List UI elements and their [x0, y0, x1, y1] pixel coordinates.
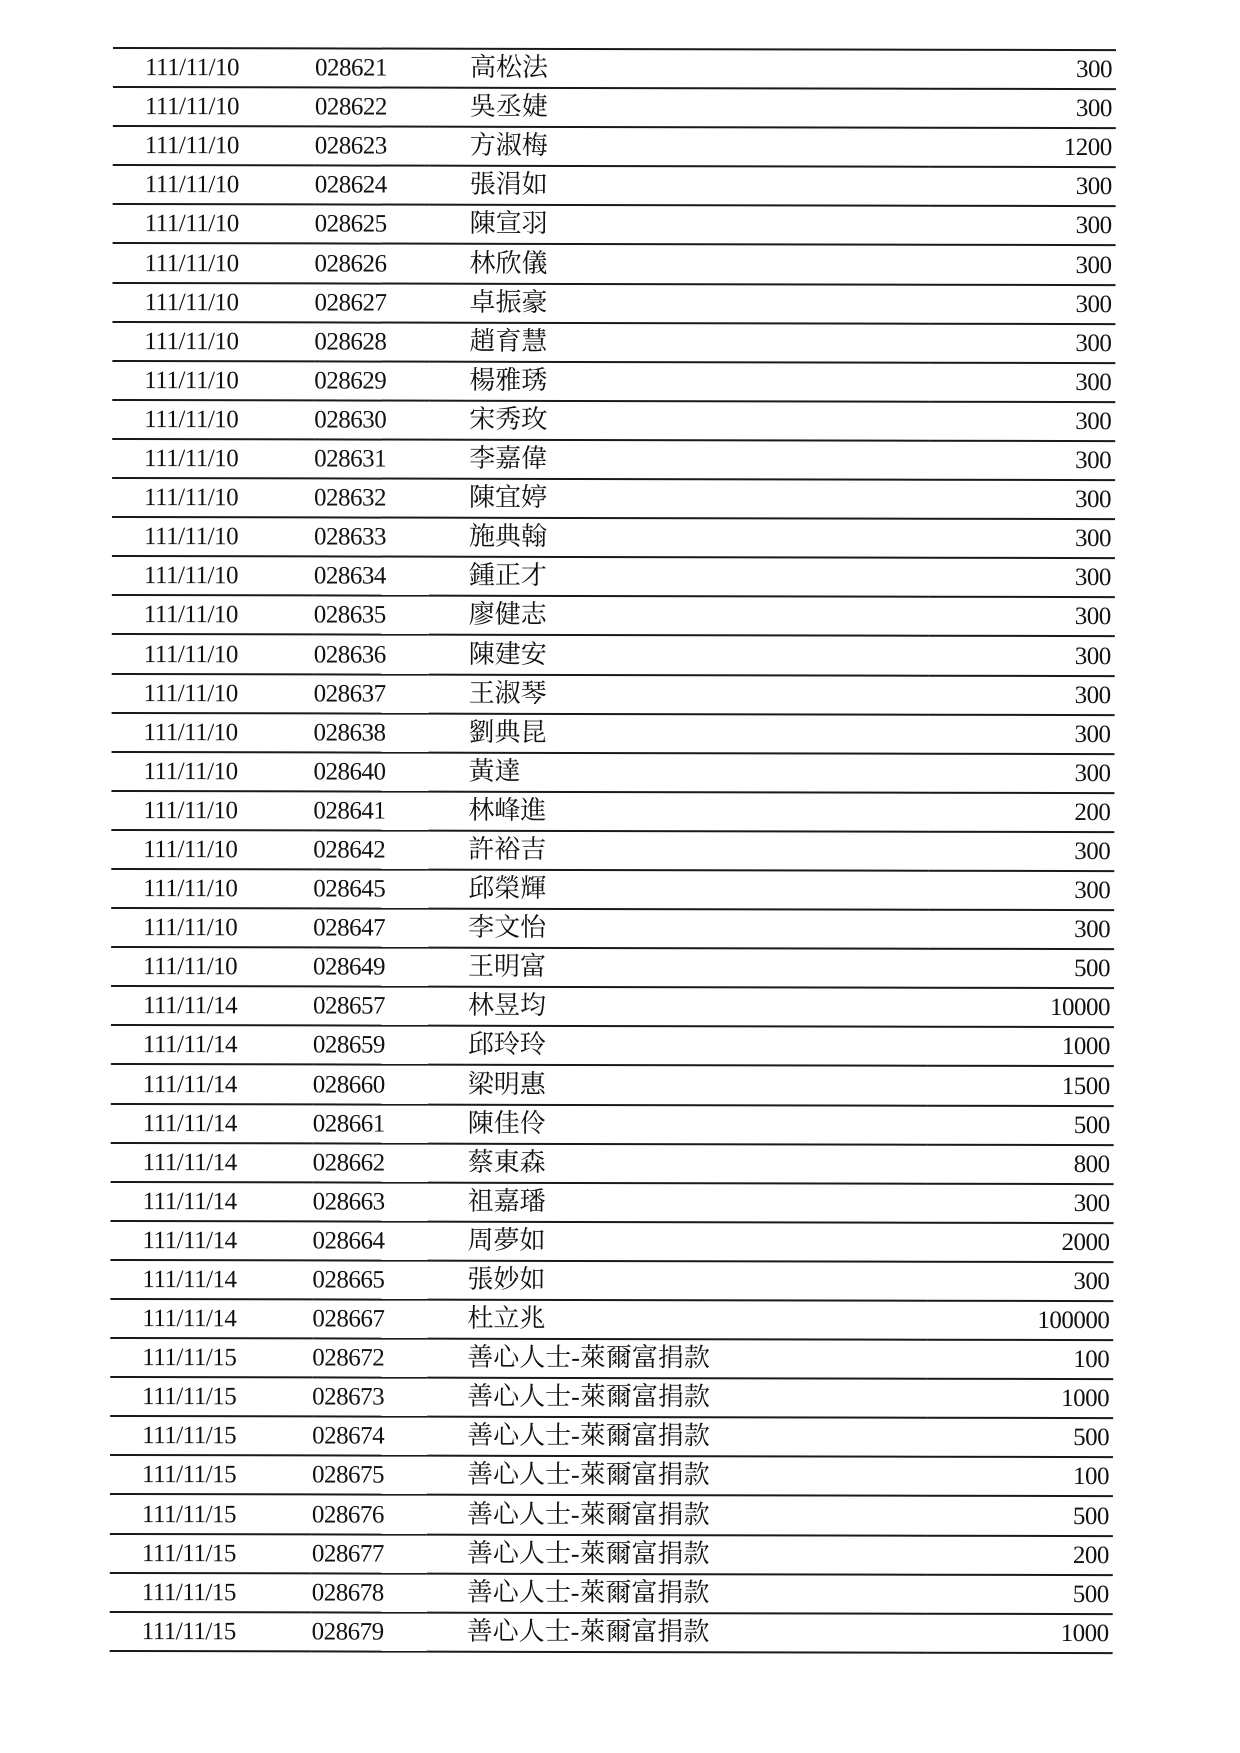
record-date: 111/11/10	[112, 556, 314, 596]
record-date: 111/11/14	[111, 1143, 313, 1183]
ledger-row	[112, 517, 1115, 558]
receipt-number: 028640	[313, 752, 428, 791]
donor-name: 林昱均	[428, 987, 928, 1027]
record-date: 111/11/14	[111, 986, 313, 1026]
record-date: 111/11/10	[112, 595, 314, 635]
ledger-row	[112, 283, 1115, 324]
receipt-number: 028629	[314, 361, 429, 400]
receipt-number: 028664	[312, 1221, 427, 1260]
donor-name: 陳宣羽	[430, 205, 930, 245]
record-date: 111/11/10	[112, 517, 314, 557]
receipt-number: 028628	[314, 322, 429, 361]
donor-name: 祖嘉璠	[428, 1182, 928, 1222]
record-date: 111/11/14	[111, 1025, 313, 1065]
record-date: 111/11/15	[110, 1494, 312, 1534]
receipt-number: 028660	[313, 1065, 428, 1104]
receipt-number: 028675	[312, 1456, 427, 1495]
donation-amount: 500	[928, 1105, 1114, 1144]
receipt-number: 028649	[313, 948, 428, 987]
record-date: 111/11/14	[110, 1221, 312, 1261]
donor-name: 楊雅琇	[429, 361, 929, 401]
receipt-number: 028641	[313, 791, 428, 830]
record-date: 111/11/14	[111, 1064, 313, 1104]
ledger-row	[110, 1260, 1113, 1301]
receipt-number: 028627	[314, 283, 429, 322]
record-date: 111/11/10	[111, 752, 313, 792]
donation-amount: 300	[928, 753, 1114, 792]
ledger-row	[111, 1064, 1114, 1105]
donation-amount: 2000	[927, 1223, 1113, 1262]
donation-amount: 300	[929, 402, 1115, 441]
receipt-number: 028623	[315, 127, 430, 166]
donation-amount: 300	[928, 1183, 1114, 1222]
donor-name: 方淑梅	[430, 127, 930, 167]
record-date: 111/11/15	[110, 1416, 312, 1456]
donation-amount: 100000	[927, 1301, 1113, 1340]
receipt-number: 028645	[313, 869, 428, 908]
record-date: 111/11/15	[110, 1573, 312, 1613]
donor-name: 吳丞婕	[430, 88, 930, 128]
donor-name: 鍾正才	[429, 557, 929, 597]
record-date: 111/11/14	[110, 1299, 312, 1339]
donor-name: 邱榮輝	[428, 870, 928, 910]
donation-amount: 300	[929, 323, 1115, 362]
receipt-number: 028679	[312, 1612, 427, 1651]
donation-amount: 800	[928, 1144, 1114, 1183]
record-date: 111/11/15	[110, 1377, 312, 1417]
ledger-row	[110, 1299, 1113, 1340]
receipt-number: 028638	[314, 713, 429, 752]
ledger-row	[110, 1377, 1113, 1418]
ledger-row	[111, 908, 1114, 949]
receipt-number: 028665	[312, 1260, 427, 1299]
ledger-row	[110, 1612, 1113, 1653]
donor-name: 善心人士-萊爾富捐款	[427, 1534, 927, 1574]
receipt-number: 028637	[314, 674, 429, 713]
donation-amount: 300	[927, 1262, 1113, 1301]
receipt-number: 028647	[313, 908, 428, 947]
donation-amount: 300	[929, 362, 1115, 401]
donor-name: 李嘉偉	[429, 440, 929, 480]
donor-name: 善心人士-萊爾富捐款	[427, 1612, 927, 1652]
record-date: 111/11/15	[110, 1612, 312, 1652]
receipt-number: 028674	[312, 1417, 427, 1456]
record-date: 111/11/10	[111, 869, 313, 909]
record-date: 111/11/10	[111, 947, 313, 987]
donor-name: 王明富	[428, 948, 928, 988]
record-date: 111/11/10	[112, 400, 314, 440]
donation-amount: 300	[929, 636, 1115, 675]
record-date: 111/11/15	[110, 1338, 312, 1378]
record-date: 111/11/15	[110, 1455, 312, 1495]
donation-amount: 300	[928, 871, 1114, 910]
receipt-number: 028659	[313, 1026, 428, 1065]
donation-amount: 300	[928, 910, 1114, 949]
receipt-number: 028677	[312, 1534, 427, 1573]
ledger-row	[113, 87, 1116, 128]
donation-amount: 300	[929, 441, 1115, 480]
ledger-row	[110, 1534, 1113, 1575]
ledger-row	[113, 243, 1116, 284]
ledger-row	[111, 947, 1114, 988]
record-date: 111/11/10	[111, 830, 313, 870]
donor-name: 蔡東森	[428, 1143, 928, 1183]
record-date: 111/11/10	[112, 673, 314, 713]
donor-name: 黃達	[428, 752, 928, 792]
donation-amount: 300	[929, 558, 1115, 597]
ledger-row	[111, 869, 1114, 910]
record-date: 111/11/10	[112, 713, 314, 753]
donation-amount: 1000	[928, 1027, 1114, 1066]
record-date: 111/11/10	[113, 48, 315, 88]
donation-amount: 300	[930, 89, 1116, 128]
donor-name: 劉典昆	[429, 713, 929, 753]
ledger-row	[111, 1025, 1114, 1066]
donor-name: 邱玲玲	[428, 1026, 928, 1066]
donor-name: 善心人士-萊爾富捐款	[427, 1456, 927, 1496]
donation-amount: 300	[930, 167, 1116, 206]
donor-name: 王淑琴	[429, 674, 929, 714]
ledger-body	[110, 48, 1116, 1653]
donor-name: 高松法	[430, 49, 930, 89]
receipt-number: 028632	[314, 478, 429, 517]
record-date: 111/11/10	[113, 243, 315, 283]
receipt-number: 028634	[314, 557, 429, 596]
ledger-row	[110, 1494, 1113, 1535]
receipt-number: 028663	[313, 1182, 428, 1221]
ledger-row	[113, 126, 1116, 167]
ledger-row	[111, 830, 1114, 871]
record-date: 111/11/10	[111, 791, 313, 831]
donation-amount: 100	[927, 1457, 1113, 1496]
receipt-number: 028633	[314, 518, 429, 557]
receipt-number: 028622	[315, 88, 430, 127]
receipt-number: 028636	[314, 635, 429, 674]
donation-amount: 300	[929, 284, 1115, 323]
ledger-row	[110, 1573, 1113, 1614]
receipt-number: 028678	[312, 1573, 427, 1612]
donation-amount: 300	[928, 832, 1114, 871]
donation-amount: 300	[929, 714, 1115, 753]
record-date: 111/11/10	[111, 908, 313, 948]
ledger-row	[113, 48, 1116, 89]
donation-amount: 500	[928, 949, 1114, 988]
receipt-number: 028661	[313, 1104, 428, 1143]
receipt-number: 028631	[314, 439, 429, 478]
donation-amount: 300	[929, 675, 1115, 714]
donor-name: 廖健志	[429, 596, 929, 636]
donor-name: 宋秀玫	[429, 401, 929, 441]
receipt-number: 028642	[313, 830, 428, 869]
ledger-row	[112, 595, 1115, 636]
record-date: 111/11/10	[112, 283, 314, 323]
record-date: 111/11/14	[111, 1182, 313, 1222]
donation-amount: 500	[927, 1418, 1113, 1457]
receipt-number: 028635	[314, 596, 429, 635]
donor-name: 張涓如	[430, 166, 930, 206]
donor-name: 林欣儀	[430, 244, 930, 284]
ledger-row	[112, 322, 1115, 363]
record-date: 111/11/10	[113, 204, 315, 244]
donor-name: 梁明惠	[428, 1065, 928, 1105]
ledger-row	[111, 986, 1114, 1027]
donor-name: 陳佳伶	[428, 1104, 928, 1144]
record-date: 111/11/10	[112, 439, 314, 479]
donation-amount: 300	[930, 206, 1116, 245]
donation-ledger-table	[110, 47, 1116, 1654]
donation-amount: 200	[927, 1535, 1113, 1574]
receipt-number: 028673	[312, 1378, 427, 1417]
ledger-row	[112, 361, 1115, 402]
ledger-row	[112, 400, 1115, 441]
donor-name: 陳宜婷	[429, 479, 929, 519]
ledger-row	[110, 1338, 1113, 1379]
record-date: 111/11/15	[110, 1534, 312, 1574]
ledger-row	[112, 478, 1115, 519]
ledger-row	[111, 1182, 1114, 1223]
donor-name: 杜立兆	[427, 1300, 927, 1340]
donation-amount: 1200	[930, 128, 1116, 167]
ledger-row	[110, 1221, 1113, 1262]
ledger-row	[110, 1416, 1113, 1457]
ledger-row	[112, 439, 1115, 480]
receipt-number: 028626	[315, 244, 430, 283]
record-date: 111/11/14	[110, 1260, 312, 1300]
donor-name: 許裕吉	[428, 831, 928, 871]
record-date: 111/11/10	[112, 322, 314, 362]
donor-name: 張妙如	[427, 1261, 927, 1301]
donor-name: 善心人士-萊爾富捐款	[427, 1378, 927, 1418]
donation-amount: 1000	[927, 1613, 1113, 1652]
donor-name: 林峰進	[428, 791, 928, 831]
donation-amount: 500	[927, 1574, 1113, 1613]
donation-amount: 200	[928, 792, 1114, 831]
record-date: 111/11/14	[111, 1104, 313, 1144]
donor-name: 周夢如	[427, 1221, 927, 1261]
donor-name: 善心人士-萊爾富捐款	[427, 1417, 927, 1457]
donor-name: 善心人士-萊爾富捐款	[427, 1339, 927, 1379]
donation-amount: 300	[929, 519, 1115, 558]
donation-amount: 1000	[927, 1379, 1113, 1418]
donor-name: 李文怡	[428, 909, 928, 949]
donor-name: 善心人士-萊爾富捐款	[427, 1495, 927, 1535]
ledger-row	[112, 713, 1115, 754]
receipt-number: 028662	[313, 1143, 428, 1182]
donation-amount: 10000	[928, 988, 1114, 1027]
ledger-row	[111, 1143, 1114, 1184]
receipt-number: 028657	[313, 987, 428, 1026]
receipt-number: 028621	[315, 48, 430, 87]
donor-name: 陳建安	[429, 635, 929, 675]
receipt-number: 028672	[312, 1339, 427, 1378]
donor-name: 趙育慧	[429, 322, 929, 362]
record-date: 111/11/10	[113, 87, 315, 127]
record-date: 111/11/10	[113, 165, 315, 205]
receipt-number: 028624	[315, 166, 430, 205]
record-date: 111/11/10	[112, 478, 314, 518]
donation-amount: 100	[927, 1340, 1113, 1379]
record-date: 111/11/10	[112, 361, 314, 401]
ledger-row	[111, 752, 1114, 793]
donor-name: 善心人士-萊爾富捐款	[427, 1573, 927, 1613]
ledger-row	[112, 673, 1115, 714]
receipt-number: 028630	[314, 400, 429, 439]
ledger-row	[112, 556, 1115, 597]
donation-amount: 300	[930, 50, 1116, 89]
ledger-row	[111, 1104, 1114, 1145]
donation-amount: 300	[930, 245, 1116, 284]
receipt-number: 028667	[312, 1299, 427, 1338]
record-date: 111/11/10	[112, 634, 314, 674]
ledger-row	[113, 165, 1116, 206]
donor-name: 施典翰	[429, 518, 929, 558]
ledger-row	[111, 791, 1114, 832]
record-date: 111/11/10	[113, 126, 315, 166]
ledger-row	[113, 204, 1116, 245]
donor-name: 卓振豪	[429, 283, 929, 323]
donation-amount: 300	[929, 597, 1115, 636]
receipt-number: 028676	[312, 1495, 427, 1534]
donation-amount: 500	[927, 1496, 1113, 1535]
receipt-number: 028625	[315, 205, 430, 244]
ledger-row	[112, 634, 1115, 675]
ledger-row	[110, 1455, 1113, 1496]
donation-amount: 300	[929, 480, 1115, 519]
donation-amount: 1500	[928, 1066, 1114, 1105]
